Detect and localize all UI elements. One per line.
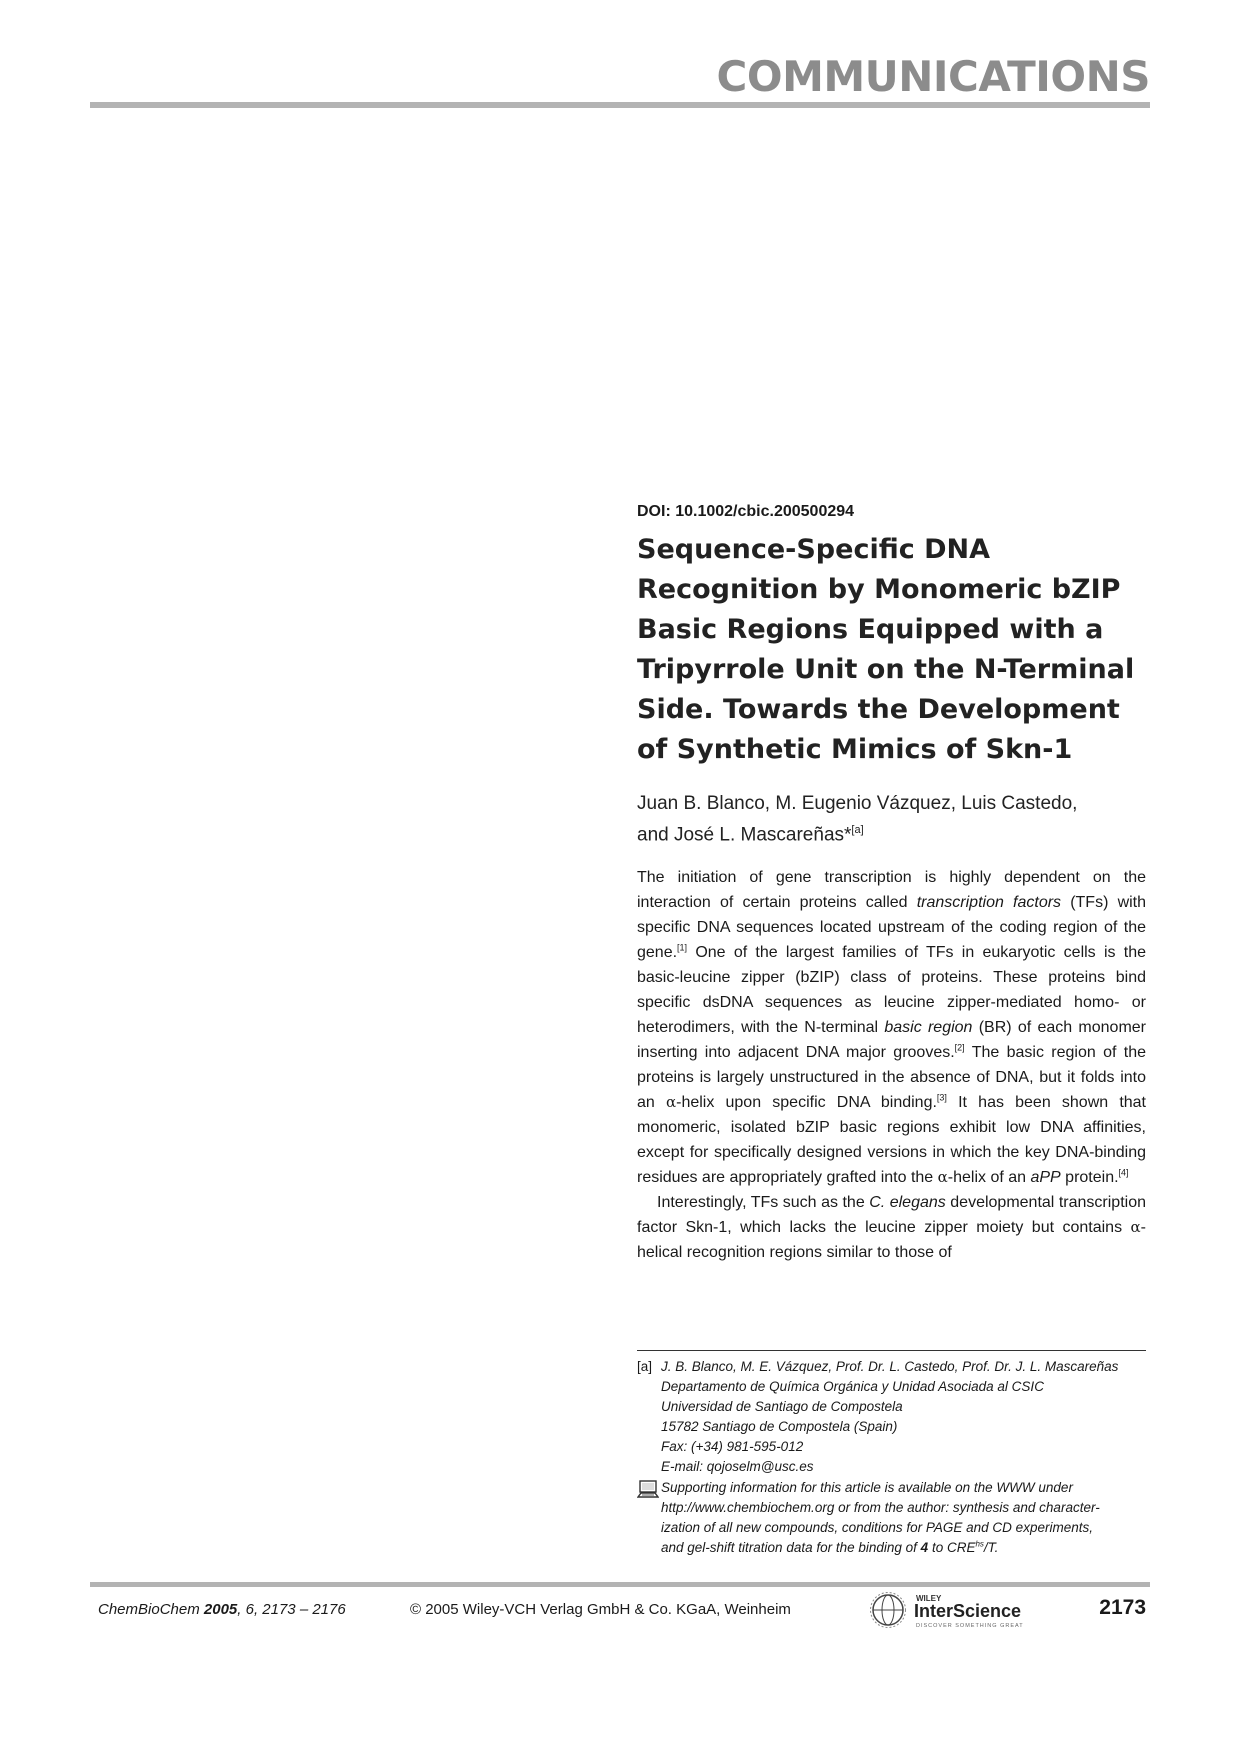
journal-citation: ChemBioChem 2005, 6, 2173 – 2176 <box>98 1601 346 1618</box>
authors-line-1: Juan B. Blanco, M. Eugenio Vázquez, Luis Castedo, <box>637 793 1078 814</box>
supporting-line: Supporting information for this article is available on the WWW under <box>661 1480 1073 1495</box>
supporting-line: and gel-shift titration data for the binding of 4 to $CRE^{hs}/T$. <box>661 1539 999 1555</box>
header-rule <box>90 102 1150 108</box>
citation-3[interactable]: [3] <box>936 1092 947 1103</box>
citation-2[interactable]: [2] <box>954 1042 965 1053</box>
authors <box>637 790 1157 848</box>
supporting-line: ization of all new compounds, conditions for PAGE and CD experiments, <box>661 1520 1093 1535</box>
logo-wiley: WILEY <box>916 1594 942 1603</box>
logo-tagline: DISCOVER SOMETHING GREAT <box>916 1623 1024 1629</box>
footnote-email[interactable]: E-mail: qojoselm@usc.es <box>661 1459 814 1474</box>
paragraph-1: The initiation of gene transcription is highly dependent on the interaction of certain proteins called transcription factors (TFs) with specific DNA sequences located upstream of the coding region of the gene.[1] One of the largest families of TFs in eukaryotic cells is the basic-leucine zipper (bZIP) class of proteins. These proteins bind specific dsDNA sequences as leucine zipper-mediated homo- or heterodimers, with the N-terminal basic region (BR) of each monomer inserting into adjacent DNA major grooves.[2] The basic region of the proteins is largely unstructured in the absence of DNA, but it folds into an α-helix upon specific DNA binding.[3] It has been shown that monomeric, isolated bZIP basic regions exhibit low DNA affinities, except for specifically designed versions in which the key DNA-binding residues are appropriately grafted into the α-helix of an aPP protein.[4] <box>637 869 1147 1186</box>
paragraph-2: Interestingly, TFs such as the C. elegans developmental transcription factor Skn-1, which lacks the leucine zipper moiety but contains α-helical recognition regions similar to those of <box>637 1194 1146 1261</box>
section-heading: COMMUNICATIONS <box>716 52 1150 101</box>
citation-4[interactable]: [4] <box>1118 1167 1129 1178</box>
interscience-logo[interactable] <box>868 1590 1058 1630</box>
alpha-symbol: α <box>937 1168 948 1186</box>
article-title: Sequence-Specific DNA Recognition by Monomeric bZIP Basic Regions Equipped with a Tripyrrole Unit on the N-Terminal Side. Towards the Development of Synthetic Mimics of Skn-1 <box>637 534 1135 765</box>
footnote-tag: [a] <box>637 1359 653 1374</box>
computer-icon <box>637 1480 659 1500</box>
supporting-information <box>637 1478 1146 1558</box>
term-app: aPP <box>1030 1169 1061 1186</box>
term-basic-region: basic region <box>884 1019 973 1036</box>
supporting-url[interactable]: http://www.chembiochem.org or from the author: synthesis and character- <box>661 1500 1100 1515</box>
term-c-elegans: C. elegans <box>869 1194 946 1211</box>
alpha-symbol: α <box>1130 1218 1141 1236</box>
affiliation-mark[interactable]: [a] <box>851 824 864 836</box>
term-transcription-factors: transcription factors <box>916 894 1062 911</box>
body-text <box>637 865 1146 1265</box>
footnote-line: Departamento de Química Orgánica y Unidad Asociada al CSIC <box>661 1379 1044 1394</box>
alpha-symbol: α <box>665 1093 677 1111</box>
footnote-line: J. B. Blanco, M. E. Vázquez, Prof. Dr. L. Castedo, Prof. Dr. J. L. Mascareñas <box>661 1359 1119 1374</box>
logo-main: InterScience <box>914 1601 1022 1621</box>
affiliation-footnote <box>637 1357 1146 1477</box>
page-number: 2173 <box>1099 1596 1146 1619</box>
globe-icon <box>871 1593 906 1628</box>
compound-number: 4 <box>920 1540 929 1555</box>
footnote-line: Universidad de Santiago de Compostela <box>661 1399 903 1414</box>
footnote-line: Fax: (+34) 981-595-012 <box>661 1439 804 1454</box>
citation-1[interactable]: [1] <box>677 942 688 953</box>
footnote-line: 15782 Santiago de Compostela (Spain) <box>661 1419 898 1434</box>
doi[interactable]: DOI: 10.1002/cbic.200500294 <box>637 503 855 520</box>
footnote-rule <box>637 1350 1146 1351</box>
authors-line-2: and José L. Mascareñas* <box>637 824 852 846</box>
footer-rule <box>90 1582 1150 1587</box>
copyright: © 2005 Wiley-VCH Verlag GmbH & Co. KGaA, Weinheim <box>410 1601 791 1618</box>
